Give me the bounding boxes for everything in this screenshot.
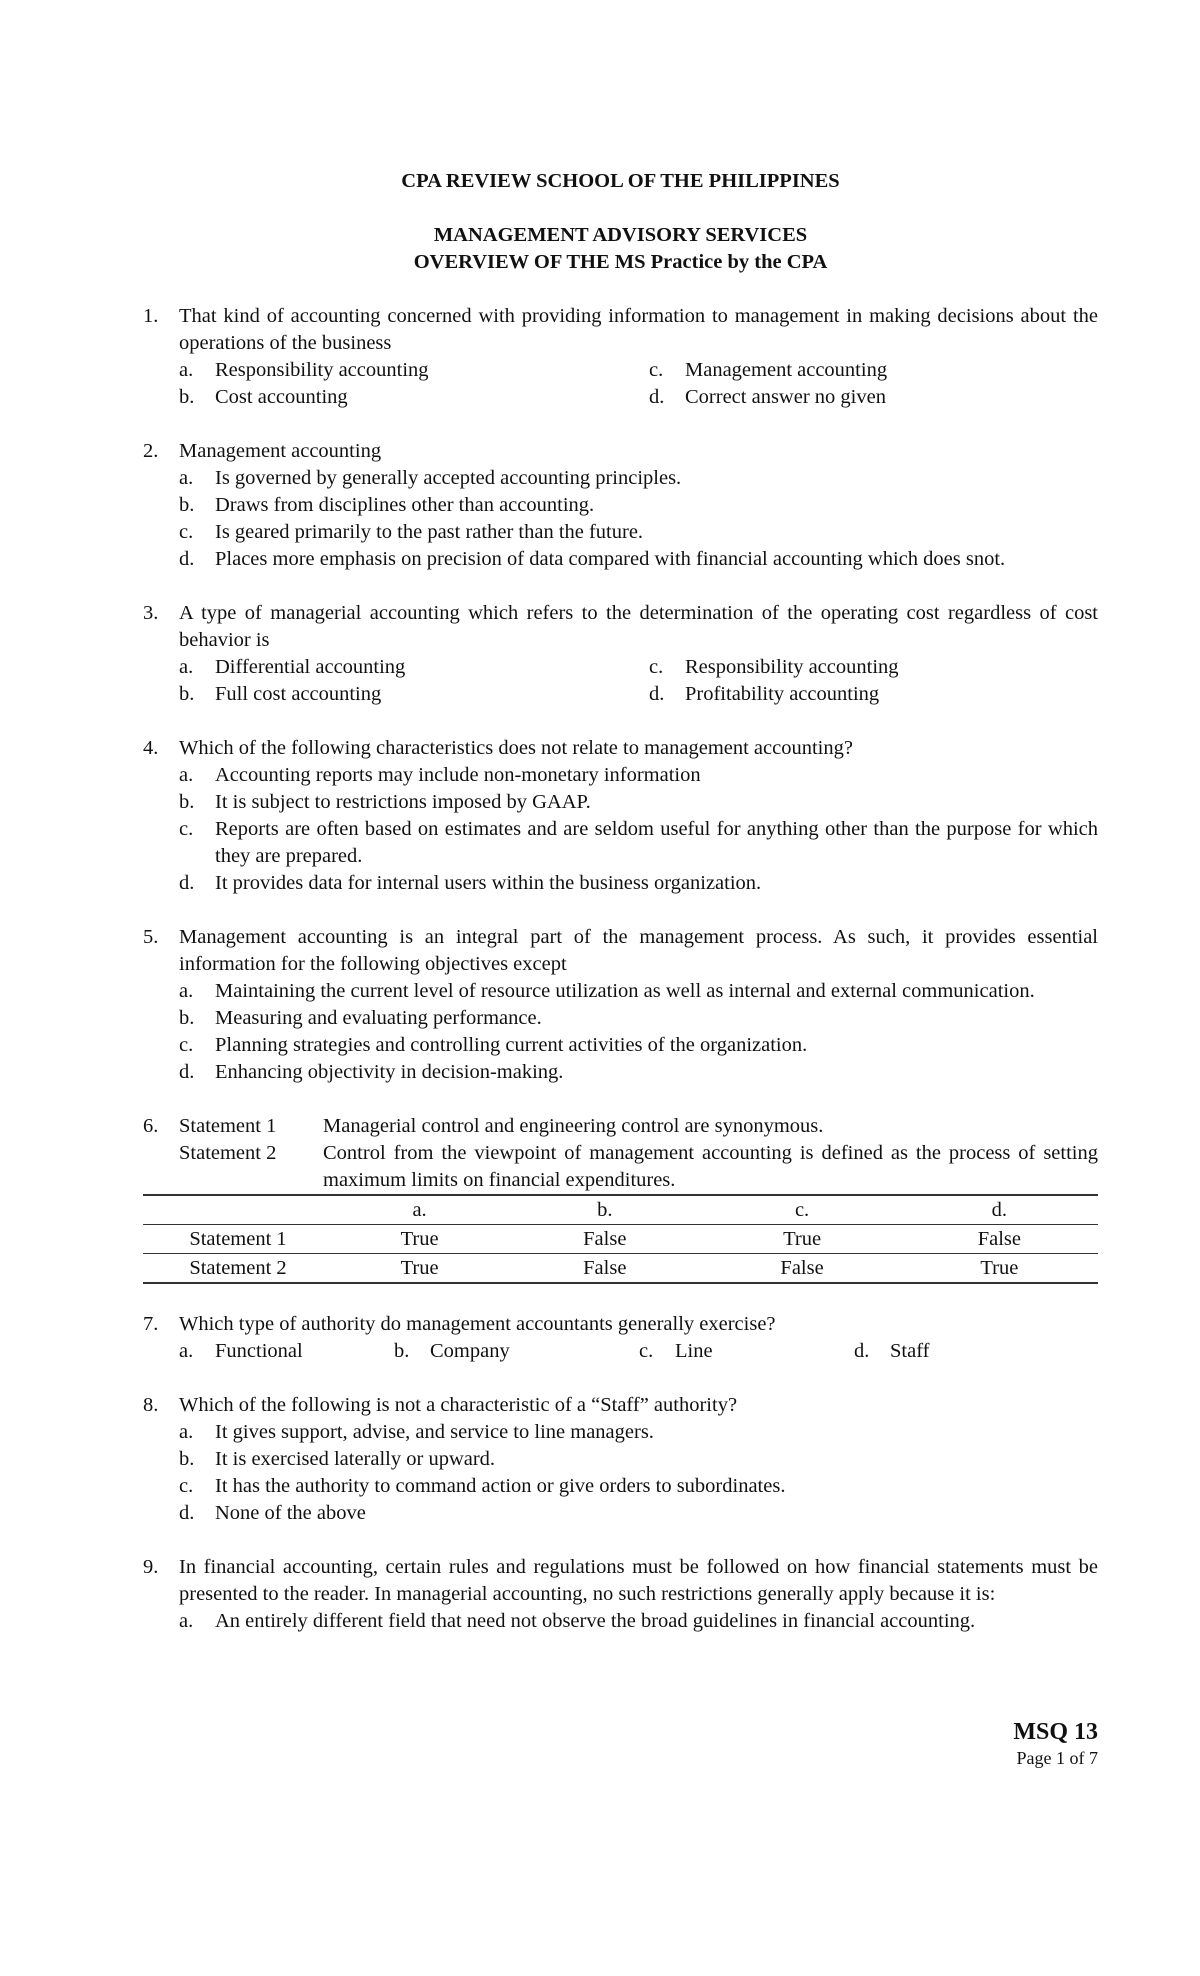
option-d: d. None of the above: [179, 1502, 366, 1524]
option-c: c. Management accounting: [649, 359, 888, 381]
option-b: b. Full cost accounting: [179, 683, 382, 705]
question-text: Management accounting: [179, 440, 382, 462]
statement-2: Statement 2 Control from the viewpoint of management accounting is defined as the process of setting maximum limits on financial expenditures.: [179, 1142, 1098, 1191]
question-4: [143, 735, 1098, 897]
option-c: c. Reports are often based on estimates and are seldom useful for anything other than the purpose for which they are prepared.: [179, 818, 1098, 867]
question-number: 3.: [143, 602, 159, 624]
true-false-table: [143, 1194, 1098, 1284]
option-c: c. Planning strategies and controlling current activities of the organization.: [179, 1034, 808, 1056]
option-b: b. Measuring and evaluating performance.: [179, 1007, 542, 1029]
question-6: [143, 1113, 1098, 1284]
statement-1: Statement 1 Managerial control and engineering control are synonymous.: [179, 1115, 824, 1137]
option-a: a. Differential accounting: [179, 656, 406, 678]
document-code: MSQ 13: [1013, 1719, 1098, 1745]
option-d: d. Staff: [854, 1340, 930, 1362]
question-text: A type of managerial accounting which refers to the determination of the operating cost regardless of cost behavior is: [179, 602, 1098, 651]
question-text: Which of the following characteristics does not relate to management accounting?: [179, 737, 853, 759]
option-d: d. Enhancing objectivity in decision-making.: [179, 1061, 564, 1083]
option-c: c. It has the authority to command action or give orders to subordinates.: [179, 1475, 786, 1497]
option-d: d. Places more emphasis on precision of data compared with financial accounting which does snot.: [179, 548, 1006, 570]
option-a: a. It gives support, advise, and service to line managers.: [179, 1421, 654, 1443]
page-footer: [1013, 1717, 1098, 1769]
question-8: [143, 1392, 1098, 1527]
question-number: 7.: [143, 1313, 159, 1335]
option-c: c. Is geared primarily to the past rather than the future.: [179, 521, 644, 543]
question-7: [143, 1311, 1098, 1365]
question-1: [143, 303, 1098, 411]
question-number: 5.: [143, 926, 159, 948]
topic-title: OVERVIEW OF THE MS Practice by the CPA: [413, 251, 828, 273]
option-b: b. Company: [394, 1340, 510, 1362]
option-a: a. Accounting reports may include non-monetary information: [179, 764, 701, 786]
option-c: c. Line: [639, 1340, 713, 1362]
question-number: 4.: [143, 737, 159, 759]
question-3: [143, 600, 1098, 708]
page-number: Page 1 of 7: [1016, 1748, 1098, 1768]
option-d: d. Correct answer no given: [649, 386, 886, 408]
question-9: [143, 1554, 1098, 1635]
option-b: b. It is subject to restrictions imposed by GAAP.: [179, 791, 591, 813]
question-number: 1.: [143, 305, 159, 327]
school-title: CPA REVIEW SCHOOL OF THE PHILIPPINES: [401, 170, 840, 192]
question-number: 9.: [143, 1556, 159, 1578]
question-number: 2.: [143, 440, 159, 462]
question-text: Which type of authority do management accountants generally exercise?: [179, 1313, 776, 1335]
option-d: d. It provides data for internal users within the business organization.: [179, 872, 762, 894]
table-row: Statement 1 True False True False: [143, 1225, 1098, 1254]
question-text: In financial accounting, certain rules and regulations must be followed on how financial statements must be presented to the reader. In managerial accounting, no such restrictions generally apply because it is:: [179, 1556, 1098, 1605]
question-2: [143, 438, 1098, 573]
option-b: b. Cost accounting: [179, 386, 348, 408]
option-a: a. Maintaining the current level of resource utilization as well as internal and external communication.: [179, 980, 1035, 1002]
question-text: Which of the following is not a characteristic of a “Staff” authority?: [179, 1394, 738, 1416]
question-number: 6.: [143, 1115, 159, 1137]
question-number: 8.: [143, 1394, 159, 1416]
question-5: [143, 924, 1098, 1086]
question-text: Management accounting is an integral part of the management process. As such, it provides essential information for the following objectives except: [179, 926, 1098, 975]
option-a: a. Functional: [179, 1340, 303, 1362]
option-a: a. Responsibility accounting: [179, 359, 429, 381]
option-a: a. Is governed by generally accepted accounting principles.: [179, 467, 682, 489]
option-a: a. An entirely different field that need not observe the broad guidelines in financial accounting.: [179, 1610, 976, 1632]
option-d: d. Profitability accounting: [649, 683, 880, 705]
subject-title: MANAGEMENT ADVISORY SERVICES: [433, 224, 808, 246]
option-c: c. Responsibility accounting: [649, 656, 899, 678]
document-page: [143, 168, 1098, 1635]
table-header-row: a. b. c. d.: [143, 1195, 1098, 1225]
question-text: That kind of accounting concerned with providing information to management in making decisions about the operations of the business: [179, 305, 1098, 354]
option-b: b. It is exercised laterally or upward.: [179, 1448, 496, 1470]
table-row: Statement 2 True False False True: [143, 1254, 1098, 1284]
option-b: b. Draws from disciplines other than accounting.: [179, 494, 595, 516]
